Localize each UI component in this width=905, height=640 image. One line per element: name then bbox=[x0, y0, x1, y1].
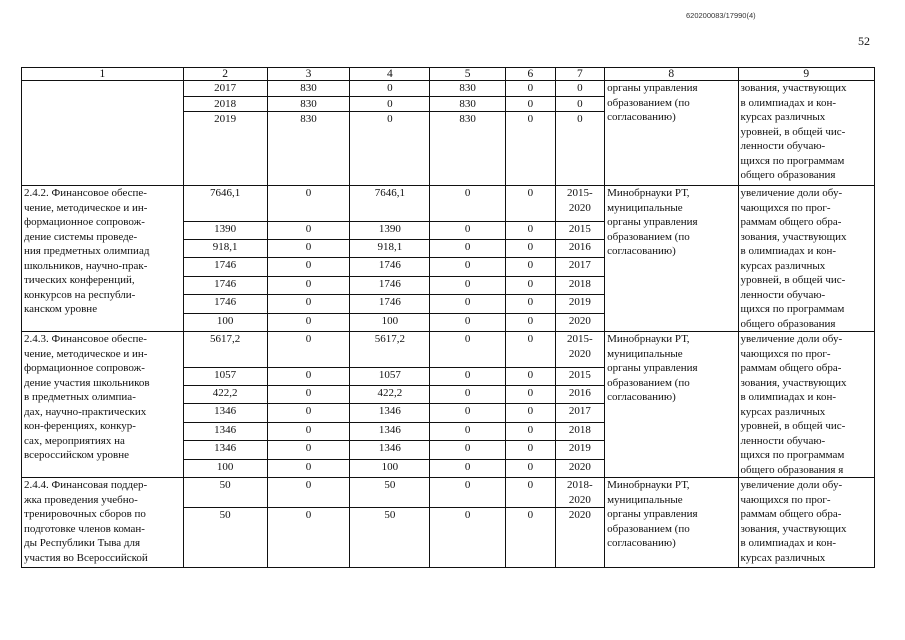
cell-c2: 1346 bbox=[183, 404, 267, 422]
cell-c4: 1390 bbox=[350, 221, 430, 239]
cell-c5: 0 bbox=[430, 367, 506, 385]
column-header: 6 bbox=[506, 68, 556, 81]
cell-c6: 0 bbox=[506, 441, 556, 459]
measure-description bbox=[22, 81, 184, 186]
cell-c4: 100 bbox=[350, 313, 430, 331]
cell-c4: 1746 bbox=[350, 295, 430, 313]
cell-c5: 0 bbox=[430, 459, 506, 477]
cell-c7: 2017 bbox=[555, 258, 605, 276]
cell-c3: 0 bbox=[267, 386, 350, 404]
cell-c4: 0 bbox=[350, 96, 430, 112]
table-row bbox=[22, 332, 875, 368]
cell-c2: 1346 bbox=[183, 422, 267, 440]
cell-c5: 0 bbox=[430, 441, 506, 459]
column-header: 3 bbox=[267, 68, 350, 81]
cell-c3: 0 bbox=[267, 367, 350, 385]
table-body bbox=[22, 68, 875, 568]
cell-c7: 2015 bbox=[555, 221, 605, 239]
cell-c4: 1057 bbox=[350, 367, 430, 385]
cell-c2: 100 bbox=[183, 313, 267, 331]
cell-c3: 830 bbox=[267, 112, 350, 186]
column-header: 5 bbox=[430, 68, 506, 81]
column-header: 2 bbox=[183, 68, 267, 81]
cell-c4: 50 bbox=[350, 478, 430, 508]
measure-description: 2.4.4. Финансовая поддер- жка проведения учебно- тренировочных сборов по подготовке членов коман- ды Республики Тыва для участия во Всероссийской bbox=[22, 478, 184, 568]
executor-cell: Минобрнауки РТ, муниципальные органы управления образованием (по согласованию) bbox=[605, 332, 738, 478]
cell-c5: 830 bbox=[430, 112, 506, 186]
column-header: 1 bbox=[22, 68, 184, 81]
expected-result: увеличение доли обу- чающихся по прог- раммам общего обра- зования, участвующих в олимпиадах и кон- курсах различных bbox=[738, 478, 875, 568]
cell-c4: 1346 bbox=[350, 404, 430, 422]
cell-c2: 2019 bbox=[183, 112, 267, 186]
cell-c4: 5617,2 bbox=[350, 332, 430, 368]
cell-c5: 0 bbox=[430, 422, 506, 440]
cell-c2: 1746 bbox=[183, 258, 267, 276]
column-header: 7 bbox=[555, 68, 605, 81]
cell-c5: 0 bbox=[430, 258, 506, 276]
table-row bbox=[22, 81, 875, 97]
column-header: 9 bbox=[738, 68, 875, 81]
cell-c6: 0 bbox=[506, 112, 556, 186]
executor-cell: Минобрнауки РТ, муниципальные органы управления образованием (по согласованию) bbox=[605, 186, 738, 332]
cell-c6: 0 bbox=[506, 367, 556, 385]
cell-c4: 918,1 bbox=[350, 240, 430, 258]
cell-c6: 0 bbox=[506, 422, 556, 440]
cell-c4: 1346 bbox=[350, 422, 430, 440]
cell-c2: 2017 bbox=[183, 81, 267, 97]
cell-c2: 7646,1 bbox=[183, 186, 267, 222]
cell-c5: 0 bbox=[430, 478, 506, 508]
cell-c3: 0 bbox=[267, 313, 350, 331]
cell-c5: 0 bbox=[430, 186, 506, 222]
cell-c6: 0 bbox=[506, 478, 556, 508]
cell-c6: 0 bbox=[506, 96, 556, 112]
cell-c3: 0 bbox=[267, 221, 350, 239]
cell-c3: 830 bbox=[267, 96, 350, 112]
program-table bbox=[21, 67, 875, 568]
cell-c3: 0 bbox=[267, 422, 350, 440]
cell-c2: 422,2 bbox=[183, 386, 267, 404]
document-code: 620200083/17990(4) bbox=[686, 11, 756, 20]
cell-c6: 0 bbox=[506, 332, 556, 368]
cell-c7: 0 bbox=[555, 81, 605, 97]
cell-c4: 100 bbox=[350, 459, 430, 477]
cell-c7: 2015- 2020 bbox=[555, 186, 605, 222]
cell-c5: 0 bbox=[430, 313, 506, 331]
cell-c7: 2018 bbox=[555, 276, 605, 294]
column-header: 4 bbox=[350, 68, 430, 81]
cell-c2: 1057 bbox=[183, 367, 267, 385]
cell-c3: 0 bbox=[267, 258, 350, 276]
cell-c7: 2020 bbox=[555, 508, 605, 568]
cell-c3: 0 bbox=[267, 404, 350, 422]
cell-c6: 0 bbox=[506, 240, 556, 258]
cell-c5: 0 bbox=[430, 404, 506, 422]
cell-c2: 918,1 bbox=[183, 240, 267, 258]
cell-c5: 0 bbox=[430, 295, 506, 313]
expected-result: увеличение доли обу- чающихся по прог- раммам общего обра- зования, участвующих в олимпиадах и кон- курсах различных уровней, в общей чис- ленности обучаю- щихся по программам общего образования я bbox=[738, 332, 875, 478]
cell-c6: 0 bbox=[506, 81, 556, 97]
cell-c4: 1346 bbox=[350, 441, 430, 459]
page-number: 52 bbox=[858, 34, 870, 48]
cell-c6: 0 bbox=[506, 404, 556, 422]
cell-c6: 0 bbox=[506, 221, 556, 239]
cell-c7: 2015- 2020 bbox=[555, 332, 605, 368]
cell-c3: 830 bbox=[267, 81, 350, 97]
cell-c4: 422,2 bbox=[350, 386, 430, 404]
header-row bbox=[22, 68, 875, 81]
cell-c6: 0 bbox=[506, 313, 556, 331]
cell-c3: 0 bbox=[267, 459, 350, 477]
cell-c6: 0 bbox=[506, 508, 556, 568]
expected-result: зования, участвующих в олимпиадах и кон- курсах различных уровней, в общей чис- ленности обучаю- щихся по программам общего образования bbox=[738, 81, 875, 186]
cell-c6: 0 bbox=[506, 186, 556, 222]
cell-c2: 50 bbox=[183, 478, 267, 508]
cell-c3: 0 bbox=[267, 478, 350, 508]
cell-c5: 830 bbox=[430, 81, 506, 97]
cell-c5: 0 bbox=[430, 221, 506, 239]
cell-c7: 2020 bbox=[555, 313, 605, 331]
cell-c2: 2018 bbox=[183, 96, 267, 112]
cell-c6: 0 bbox=[506, 295, 556, 313]
cell-c4: 50 bbox=[350, 508, 430, 568]
cell-c7: 2018 bbox=[555, 422, 605, 440]
expected-result: увеличение доли обу- чающихся по прог- раммам общего обра- зования, участвующих в олимпиадах и кон- курсах различных уровней, в общей чис- ленности обучаю- щихся по программам общего образования bbox=[738, 186, 875, 332]
cell-c3: 0 bbox=[267, 332, 350, 368]
cell-c4: 0 bbox=[350, 81, 430, 97]
cell-c2: 100 bbox=[183, 459, 267, 477]
cell-c7: 2015 bbox=[555, 367, 605, 385]
cell-c5: 830 bbox=[430, 96, 506, 112]
cell-c3: 0 bbox=[267, 508, 350, 568]
cell-c3: 0 bbox=[267, 441, 350, 459]
cell-c7: 2016 bbox=[555, 240, 605, 258]
cell-c3: 0 bbox=[267, 295, 350, 313]
column-header: 8 bbox=[605, 68, 738, 81]
cell-c4: 7646,1 bbox=[350, 186, 430, 222]
cell-c2: 50 bbox=[183, 508, 267, 568]
cell-c6: 0 bbox=[506, 276, 556, 294]
table-row bbox=[22, 186, 875, 222]
cell-c2: 5617,2 bbox=[183, 332, 267, 368]
cell-c7: 2019 bbox=[555, 295, 605, 313]
cell-c3: 0 bbox=[267, 276, 350, 294]
cell-c7: 0 bbox=[555, 96, 605, 112]
cell-c6: 0 bbox=[506, 459, 556, 477]
cell-c6: 0 bbox=[506, 386, 556, 404]
cell-c2: 1346 bbox=[183, 441, 267, 459]
cell-c7: 0 bbox=[555, 112, 605, 186]
cell-c2: 1746 bbox=[183, 295, 267, 313]
cell-c7: 2018- 2020 bbox=[555, 478, 605, 508]
cell-c4: 0 bbox=[350, 112, 430, 186]
cell-c4: 1746 bbox=[350, 258, 430, 276]
cell-c2: 1390 bbox=[183, 221, 267, 239]
cell-c5: 0 bbox=[430, 332, 506, 368]
cell-c5: 0 bbox=[430, 240, 506, 258]
cell-c5: 0 bbox=[430, 386, 506, 404]
executor-cell: Минобрнауки РТ, муниципальные органы управления образованием (по согласованию) bbox=[605, 478, 738, 568]
cell-c4: 1746 bbox=[350, 276, 430, 294]
cell-c3: 0 bbox=[267, 186, 350, 222]
cell-c3: 0 bbox=[267, 240, 350, 258]
cell-c5: 0 bbox=[430, 508, 506, 568]
cell-c7: 2019 bbox=[555, 441, 605, 459]
cell-c2: 1746 bbox=[183, 276, 267, 294]
cell-c7: 2017 bbox=[555, 404, 605, 422]
executor-cell: органы управления образованием (по согласованию) bbox=[605, 81, 738, 186]
measure-description: 2.4.3. Финансовое обеспе- чение, методическое и ин- формационное сопровож- дение участия школьников в предметных олимпиа- дах, научно-практических кон-ференциях, конкур- сах, мероприятиях на всероссийском уровне bbox=[22, 332, 184, 478]
measure-description: 2.4.2. Финансовое обеспе- чение, методическое и ин- формационное сопровож- дение системы проведе- ния предметных олимпиад школьников, научно-прак- тических конференций, конкурсов на республи- канском уровне bbox=[22, 186, 184, 332]
cell-c6: 0 bbox=[506, 258, 556, 276]
table-row bbox=[22, 478, 875, 508]
cell-c7: 2020 bbox=[555, 459, 605, 477]
cell-c7: 2016 bbox=[555, 386, 605, 404]
cell-c5: 0 bbox=[430, 276, 506, 294]
